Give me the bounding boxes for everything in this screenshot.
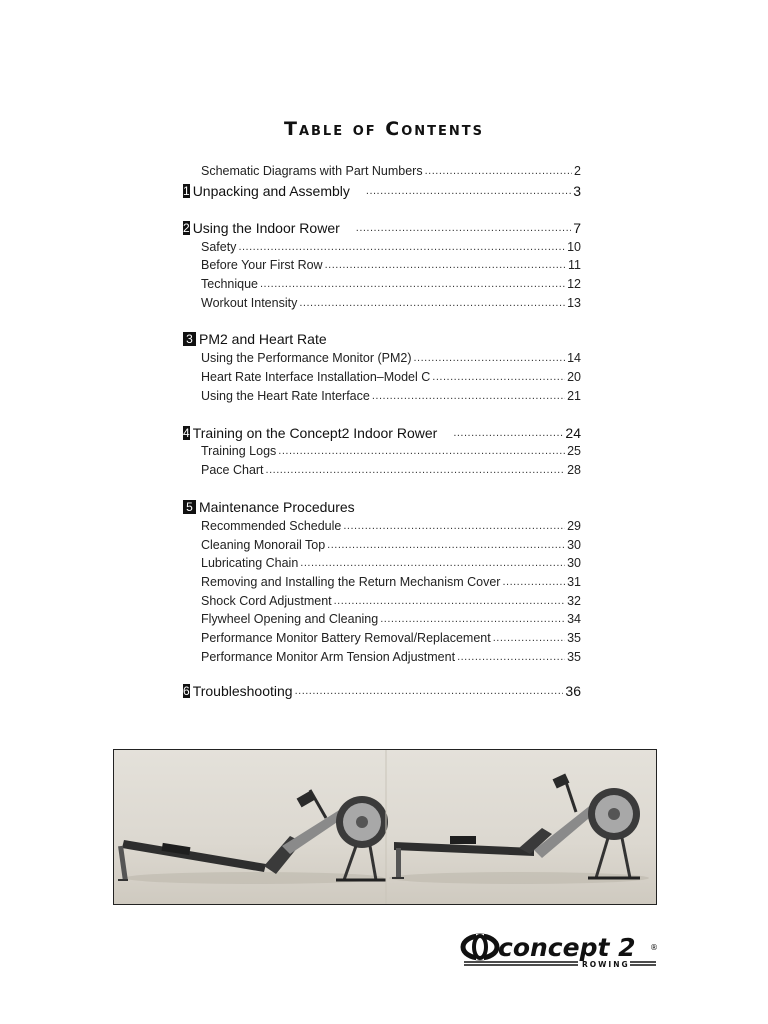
dot-leader (453, 423, 563, 443)
toc-page-number: 3 (573, 182, 581, 199)
toc-label: Before Your First Row (201, 258, 323, 273)
toc-label: Flywheel Opening and Cleaning (201, 612, 379, 627)
dot-leader (295, 681, 564, 701)
dot-leader (414, 349, 566, 368)
dot-leader (502, 573, 565, 592)
toc-label: Pace Chart (201, 463, 264, 478)
toc-page-number: 13 (567, 295, 581, 310)
dot-leader (278, 442, 565, 461)
toc-page-number: 30 (567, 556, 581, 571)
toc-entry-pace-chart[interactable] (183, 461, 581, 480)
dot-leader (372, 387, 565, 406)
toc-label: Schematic Diagrams with Part Numbers (201, 163, 423, 178)
dot-leader (380, 610, 565, 629)
toc-label: Heart Rate Interface Installation–Model C (201, 370, 431, 385)
toc-page-number: 35 (567, 630, 581, 645)
section-number-badge: 4 (183, 425, 190, 440)
toc-section-pm2-heart-rate[interactable] (183, 329, 581, 349)
toc-page-number: 29 (567, 518, 581, 533)
toc-label: Cleaning Monorail Top (201, 537, 326, 552)
toc-section-troubleshooting[interactable] (183, 681, 581, 701)
dot-leader (493, 629, 565, 648)
toc-page-number: 32 (567, 593, 581, 608)
toc-label: Performance Monitor Arm Tension Adjustment (201, 649, 456, 664)
dot-leader (260, 275, 565, 294)
logo-tagline: ROWING (582, 960, 630, 969)
toc-entry-using-hr-interface[interactable] (183, 387, 581, 406)
toc-entry-using-pm2[interactable] (183, 349, 581, 368)
section-number-badge: 1 (183, 183, 190, 198)
toc-page-number: 30 (567, 537, 581, 552)
toc-label: Removing and Installing the Return Mechanism Cover (201, 574, 501, 589)
toc-page-number: 36 (565, 683, 581, 700)
toc-page-number: 7 (573, 219, 581, 236)
toc-label: Lubricating Chain (201, 556, 299, 571)
dot-leader (299, 294, 565, 313)
dot-leader (343, 517, 565, 536)
dot-leader (356, 218, 571, 238)
concept2-logo-mark (460, 930, 660, 970)
toc-page-number: 35 (567, 649, 581, 664)
toc-entry-cleaning-monorail[interactable] (183, 536, 581, 555)
toc-label: Performance Monitor Battery Removal/Replacement (201, 630, 491, 645)
toc-label: Using the Performance Monitor (PM2) (201, 351, 412, 366)
dot-leader (300, 554, 565, 573)
rower-right (392, 774, 640, 878)
rower-photo (113, 749, 657, 905)
rower-illustration (114, 750, 656, 904)
dot-leader (325, 256, 566, 275)
toc-page-number: 11 (568, 258, 581, 273)
toc-label: Maintenance Procedures (199, 498, 355, 515)
toc-entry-schematic-diagrams[interactable] (183, 162, 581, 181)
toc-page-number: 14 (567, 351, 581, 366)
toc-label: Training on the Concept2 Indoor Rower (192, 424, 438, 441)
dot-leader (238, 238, 565, 257)
toc-entry-return-mechanism-cover[interactable] (183, 573, 581, 592)
section-number-badge: 2 (183, 220, 190, 235)
toc-page-number: 31 (567, 574, 581, 589)
toc-label: PM2 and Heart Rate (199, 331, 327, 348)
dot-leader (327, 536, 565, 555)
toc-entry-lubricating-chain[interactable] (183, 554, 581, 573)
toc-entry-technique[interactable] (183, 275, 581, 294)
page-title: Table of Contents (284, 118, 484, 140)
toc-label: Using the Heart Rate Interface (201, 388, 370, 403)
toc-label: Shock Cord Adjustment (201, 593, 332, 608)
toc-entry-safety[interactable] (183, 238, 581, 257)
toc-page-number: 24 (565, 424, 581, 441)
dot-leader (266, 461, 566, 480)
toc-entry-hr-interface-installation[interactable] (183, 368, 581, 387)
section-number-badge: 6 (183, 684, 190, 699)
toc-section-training[interactable] (183, 423, 581, 443)
dot-leader (425, 162, 572, 181)
toc-label: Unpacking and Assembly (192, 182, 350, 199)
toc-page-number: 12 (567, 277, 581, 292)
toc-entry-training-logs[interactable] (183, 443, 581, 462)
toc-label: Troubleshooting (192, 683, 293, 700)
toc-label: Recommended Schedule (201, 518, 342, 533)
toc-entry-arm-tension[interactable] (183, 648, 581, 667)
table-of-contents (183, 162, 581, 701)
dot-leader (366, 181, 571, 201)
toc-label: Workout Intensity (201, 295, 298, 310)
toc-page-number: 34 (567, 612, 581, 627)
toc-page-number: 28 (567, 463, 581, 478)
dot-leader (457, 648, 565, 667)
toc-label: Technique (201, 277, 258, 292)
toc-label: Training Logs (201, 444, 277, 459)
toc-label: Safety (201, 239, 237, 254)
toc-page-number: 25 (567, 444, 581, 459)
toc-page-number: 10 (567, 239, 581, 254)
concept2-logo (460, 930, 660, 970)
toc-section-using-rower[interactable] (183, 218, 581, 238)
toc-entry-battery-replacement[interactable] (183, 629, 581, 648)
toc-entry-before-first-row[interactable] (183, 256, 581, 275)
section-number-badge: 3 (183, 332, 196, 346)
toc-label: Using the Indoor Rower (192, 219, 340, 236)
section-number-badge: 5 (183, 500, 196, 514)
toc-page-number: 2 (574, 163, 581, 178)
toc-entry-flywheel-cleaning[interactable] (183, 610, 581, 629)
logo-wordmark: concept 2 (498, 933, 636, 962)
toc-section-maintenance[interactable] (183, 497, 581, 517)
toc-entry-recommended-schedule[interactable] (183, 517, 581, 536)
dot-leader (432, 368, 565, 387)
toc-page-number: 21 (567, 388, 581, 403)
registered-mark: ® (650, 943, 658, 952)
rower-left (118, 790, 388, 880)
toc-section-unpacking[interactable] (183, 181, 581, 201)
toc-page-number: 20 (567, 370, 581, 385)
toc-entry-shock-cord[interactable] (183, 592, 581, 611)
toc-entry-workout-intensity[interactable] (183, 294, 581, 313)
dot-leader (334, 592, 565, 611)
